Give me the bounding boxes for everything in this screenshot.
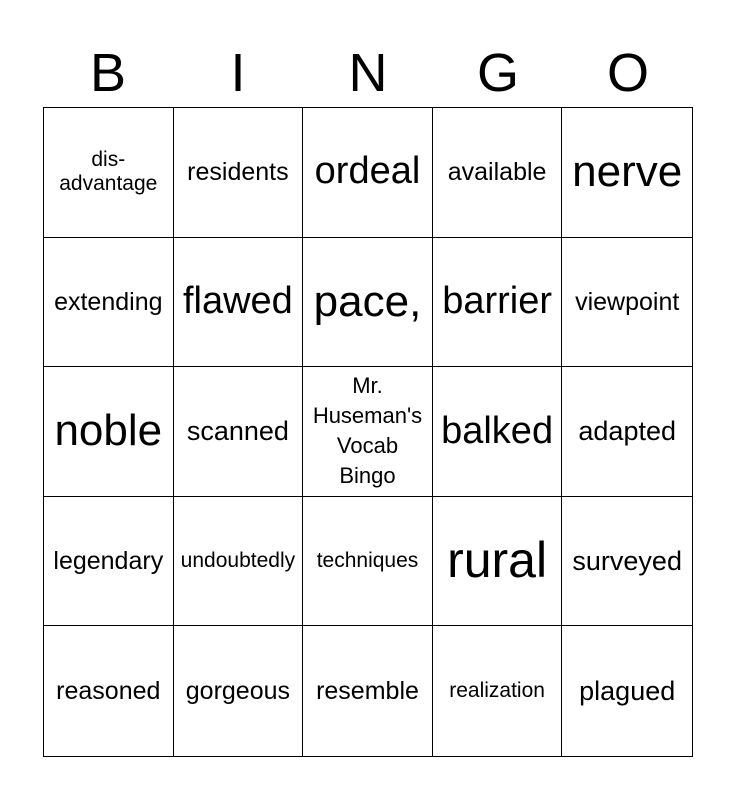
cell-word: extending — [54, 287, 163, 316]
cell-word: noble — [54, 406, 163, 456]
cell-word: dis- advantage — [59, 148, 158, 196]
bingo-cell[interactable] — [562, 626, 692, 756]
bingo-cell[interactable] — [303, 108, 433, 238]
header-letter-n: N — [348, 43, 388, 103]
cell-word: barrier — [442, 280, 552, 323]
bingo-cell[interactable] — [562, 497, 692, 627]
cell-word: reasoned — [56, 676, 161, 705]
bingo-cell[interactable] — [174, 626, 304, 756]
free-space-cell[interactable] — [303, 367, 433, 497]
cell-word: viewpoint — [575, 287, 680, 316]
bingo-cell[interactable] — [174, 497, 304, 627]
bingo-cell[interactable] — [174, 238, 304, 368]
bingo-cell[interactable] — [44, 367, 174, 497]
bingo-cell[interactable] — [174, 367, 304, 497]
cell-word: rural — [447, 532, 548, 589]
cell-word: flawed — [182, 280, 293, 323]
cell-word: residents — [187, 157, 289, 186]
bingo-cell[interactable] — [303, 497, 433, 627]
cell-word: adapted — [578, 415, 676, 446]
free-space-label: Mr. Huseman's Vocab Bingo — [312, 373, 423, 489]
cell-word: ordeal — [314, 150, 421, 193]
cell-word: legendary — [53, 546, 164, 575]
cell-word: techniques — [316, 549, 419, 573]
cell-word: nerve — [572, 147, 683, 196]
bingo-cell[interactable] — [433, 108, 563, 238]
cell-word: resemble — [316, 676, 419, 705]
header-letter-g: G — [476, 43, 519, 103]
bingo-cell[interactable] — [433, 497, 563, 627]
bingo-cell[interactable] — [562, 108, 692, 238]
header-letter-i: I — [230, 43, 246, 103]
bingo-cell[interactable] — [44, 108, 174, 238]
cell-word: available — [447, 157, 547, 186]
bingo-cell[interactable] — [44, 626, 174, 756]
cell-word: realization — [449, 679, 545, 703]
bingo-cell[interactable] — [562, 367, 692, 497]
cell-word: balked — [441, 409, 554, 452]
bingo-cell[interactable] — [303, 626, 433, 756]
bingo-cell[interactable] — [174, 108, 304, 238]
header-letter-o: O — [606, 43, 649, 103]
bingo-cell[interactable] — [562, 238, 692, 368]
bingo-header — [43, 40, 693, 106]
cell-word: surveyed — [572, 545, 682, 576]
cell-word: scanned — [186, 415, 289, 446]
cell-word: pace, — [313, 276, 422, 326]
header-letter-b: B — [89, 43, 127, 103]
bingo-cell[interactable] — [44, 497, 174, 627]
bingo-cell[interactable] — [433, 367, 563, 497]
bingo-board — [43, 107, 693, 757]
bingo-cell[interactable] — [433, 238, 563, 368]
cell-word: undoubtedly — [180, 549, 296, 573]
bingo-cell[interactable] — [44, 238, 174, 368]
cell-word: plagued — [579, 675, 676, 706]
bingo-cell[interactable] — [433, 626, 563, 756]
bingo-cell[interactable] — [303, 238, 433, 368]
cell-word: gorgeous — [185, 676, 291, 705]
